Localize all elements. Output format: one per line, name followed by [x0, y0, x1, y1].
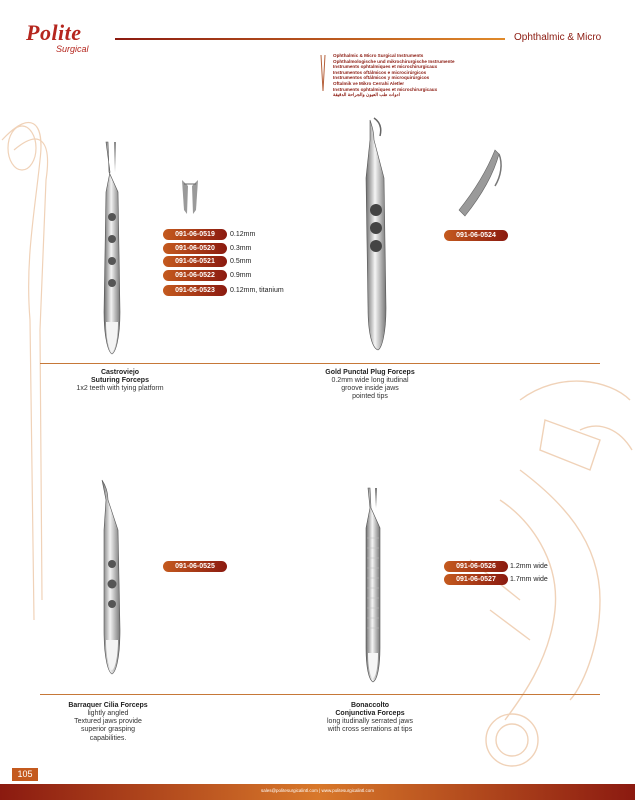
- product-name: Suturing Forceps: [91, 377, 149, 384]
- product-caption: [28, 702, 188, 743]
- product-code-desc: 0.12mm: [230, 231, 256, 238]
- product-name: Gold Punctal Plug Forceps: [325, 369, 415, 376]
- bonaccolto-forceps-image: [358, 488, 388, 688]
- brand-logo: [26, 22, 89, 54]
- forceps-small-icon: [318, 53, 328, 93]
- language-line: Instrumentos oftálmicos e microcirúrgicos: [333, 69, 427, 75]
- product-name: Castroviejo: [100, 369, 140, 376]
- product-code-pill: 091-06-0527: [444, 574, 508, 585]
- row-divider: [40, 694, 600, 695]
- punctal-plug-forceps-image: [350, 118, 400, 358]
- product-code-pill: 091-06-0521: [163, 256, 227, 267]
- product-name: Bonaccolto: [350, 702, 390, 709]
- product-name: Conjunctiva Forceps: [335, 710, 405, 717]
- product-desc: Textured jaws provide: [74, 718, 142, 726]
- language-line: ادوات طب العيون والجراحة الدقيقة: [333, 92, 400, 98]
- footer-contact: sales@politesurgicalintl.com | www.politesurgicalintl.com: [260, 788, 375, 793]
- section-title: Ophthalmic & Micro: [514, 32, 602, 43]
- product-code-pill: 091-06-0525: [163, 561, 227, 572]
- product-desc: groove inside jaws: [341, 385, 399, 393]
- product-code-pill: 091-06-0519: [163, 229, 227, 240]
- row-divider: [40, 363, 600, 364]
- page-number: 105: [12, 768, 38, 781]
- punctal-plug-tip-detail-image: [455, 150, 515, 220]
- product-desc: superior grasping: [80, 726, 136, 734]
- product-code-desc: 1.2mm wide: [510, 563, 548, 570]
- language-line: Instrumentos oftálmicos y microquirúrgicos: [333, 75, 430, 81]
- product-code-desc: 0.9mm: [230, 272, 252, 279]
- product-desc: lightly angled: [87, 710, 129, 717]
- language-line: Oftalmik ve Mikro Cerrahi Aletler: [333, 80, 405, 86]
- product-desc: long itudinally serrated jaws: [327, 718, 413, 725]
- product-code-desc: 0.12mm, titanium: [230, 287, 284, 294]
- product-desc: with cross serrations at tips: [327, 726, 413, 734]
- product-code-desc: 1.7mm wide: [510, 576, 548, 583]
- brand-sub: Surgical: [56, 44, 89, 54]
- product-code-desc: 0.3mm: [230, 245, 252, 252]
- product-desc: 1x2 teeth with tying platform: [76, 385, 164, 392]
- language-line: Instruments ophtalmiques et microchirurgicaux: [333, 64, 438, 70]
- brand-name: Polite: [26, 20, 82, 45]
- product-code-pill: 091-06-0526: [444, 561, 508, 572]
- product-caption: [290, 369, 450, 402]
- language-line: Ophthalmic & Micro Surgical Instruments: [333, 53, 424, 58]
- language-list: [333, 53, 455, 98]
- header-rule: [115, 38, 505, 40]
- product-name: Barraquer Cilia Forceps: [68, 702, 148, 709]
- castroviejo-forceps-image: [92, 142, 132, 362]
- product-desc: pointed tips: [352, 393, 388, 401]
- barraquer-forceps-image: [92, 480, 132, 680]
- product-caption: [290, 702, 450, 734]
- product-desc: 0.2mm wide long itudinal: [331, 377, 409, 384]
- product-code-pill: 091-06-0523: [163, 285, 227, 296]
- product-code-pill: 091-06-0524: [444, 230, 508, 241]
- product-desc: capabilities.: [89, 734, 127, 742]
- language-line: Instruments ophtalmiques et microchirurgicaux: [333, 86, 438, 92]
- product-caption: [40, 369, 200, 393]
- castroviejo-tip-detail-image: [178, 180, 208, 220]
- language-line: Ophthalmologische und mikrochirurgische Instrumente: [333, 58, 455, 64]
- product-code-pill: 091-06-0520: [163, 243, 227, 254]
- product-code-desc: 0.5mm: [230, 258, 252, 265]
- product-code-pill: 091-06-0522: [163, 270, 227, 281]
